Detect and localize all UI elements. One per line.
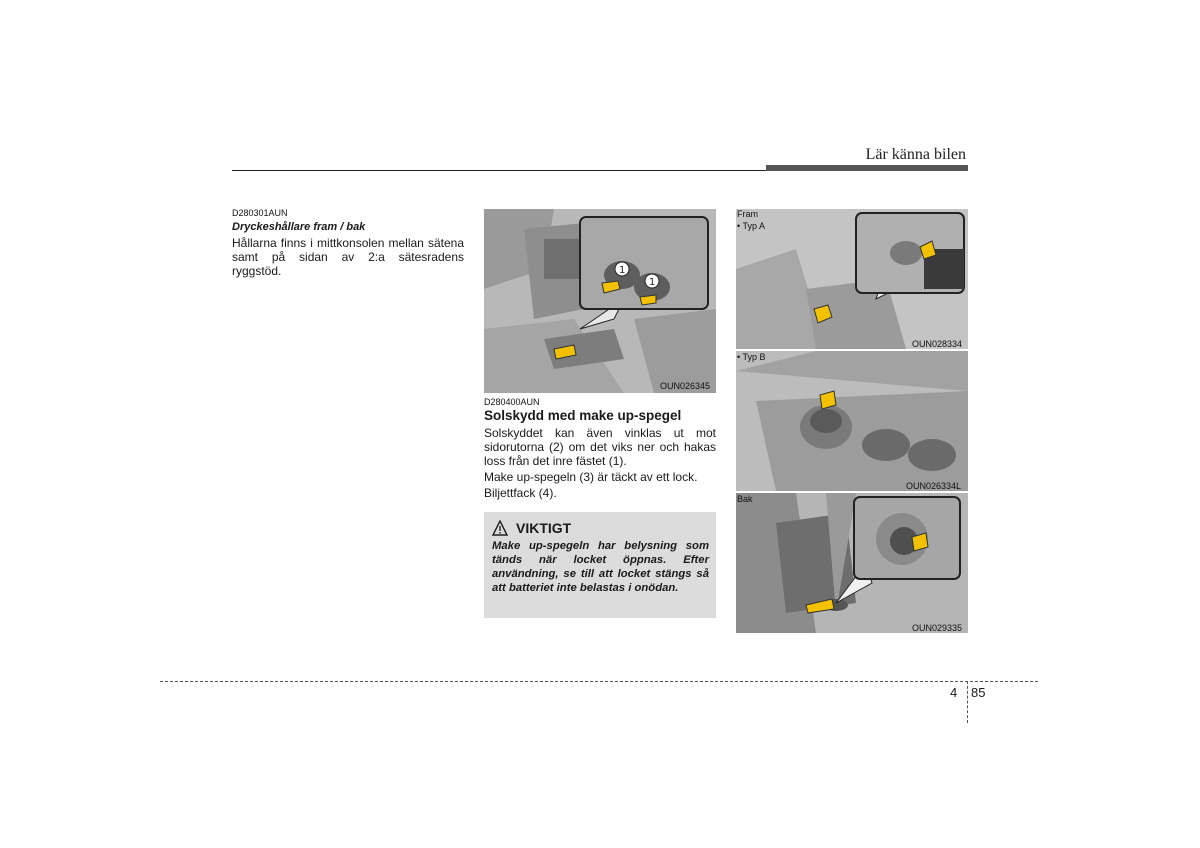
section-heading: Solskydd med make up-spegel: [484, 408, 682, 423]
footer-rule: [160, 681, 1038, 682]
warning-text: Make up-spegeln har belysning som tänds när locket öppnas. Efter användning, se till att locket stängs så att batteriet inte belastas i onödan.: [492, 540, 709, 594]
warning-triangle-icon: [492, 520, 508, 536]
rear-cupholder-photo: [736, 493, 968, 633]
type-a-label: • Typ A: [737, 221, 766, 231]
chapter-number: 4: [950, 685, 958, 700]
section-body: Solskyddet kan även vinklas ut mot sidorutorna (2) om det viks ner och hakas loss från det inre fästet (1).: [484, 426, 716, 468]
rear-label: Bak: [737, 494, 753, 504]
page-number: 85: [971, 685, 986, 700]
header-rule-accent: [766, 165, 968, 171]
front-cupholder-typeB-photo: [736, 351, 968, 491]
svg-text:1: 1: [619, 265, 626, 276]
section-code: D280301AUN: [232, 208, 288, 218]
chapter-title: Lär känna bilen: [865, 146, 966, 163]
figure-caption: OUN026334L: [906, 481, 962, 491]
section-code: D280400AUN: [484, 397, 540, 407]
warning-title: VIKTIGT: [516, 520, 572, 536]
section-body: Hållarna finns i mittkonsolen mellan sätena samt på sidan av 2:a sätesradens ryggstöd.: [232, 236, 464, 278]
cupholder-photo: [484, 209, 716, 393]
svg-text:1: 1: [649, 277, 656, 288]
cupholder-illustration: [484, 209, 716, 393]
type-b-label: • Typ B: [737, 352, 766, 362]
warning-box: [484, 512, 716, 618]
footer-divider: [967, 681, 968, 723]
front-label: Fram: [737, 209, 758, 219]
figure-caption: OUN029335: [912, 623, 963, 633]
section-heading: Dryckeshållare fram / bak: [232, 221, 366, 233]
section-body: Make up-spegeln (3) är täckt av ett lock.: [484, 470, 698, 484]
figure-caption: OUN026345: [660, 381, 711, 391]
figure-caption: OUN028334: [912, 339, 963, 349]
section-body: Biljettfack (4).: [484, 486, 557, 500]
front-cupholder-typeA-photo: [736, 209, 968, 349]
